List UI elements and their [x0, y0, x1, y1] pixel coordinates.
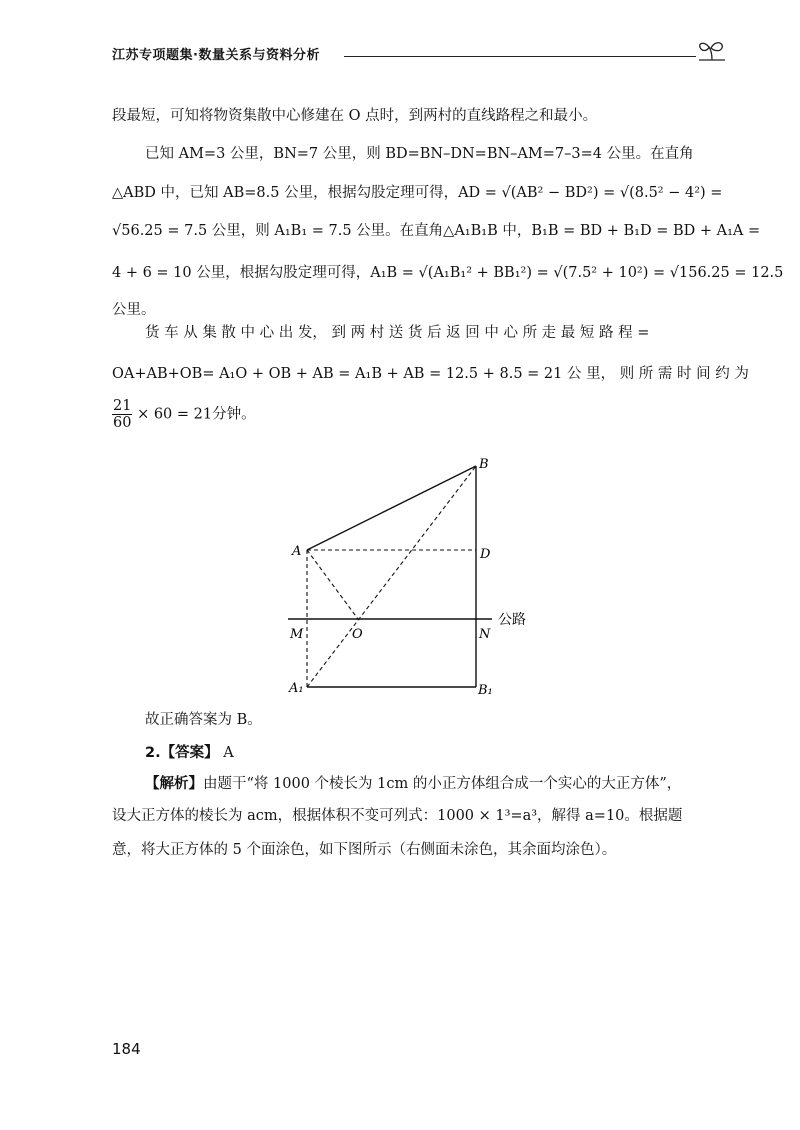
- paragraph-line-3: △ABD 中，已知 AB=8.5 公里，根据勾股定理可得，AD = √(AB² − BD²) = √(8.5² − 4²) =: [112, 185, 723, 201]
- header-title: 江苏专项题集·数量关系与资料分析: [112, 48, 320, 63]
- label-o: O: [352, 627, 363, 642]
- header-rule: [344, 56, 696, 57]
- answer-value: A: [223, 745, 234, 761]
- running-header: [112, 38, 722, 78]
- analysis-text-1: 由题干“将 1000 个棱长为 1cm 的小正方体组合成一个实心的大正方体”，: [203, 776, 682, 792]
- fraction-numerator: 21: [113, 398, 132, 414]
- label-road: 公路: [498, 612, 526, 628]
- answer-label: 2.【答案】: [145, 745, 219, 761]
- label-a: A: [292, 544, 302, 559]
- page-number: 184: [112, 1040, 141, 1058]
- paragraph-line-5: 4 + 6 = 10 公里，根据勾股定理可得，A₁B = √(A₁B₁² + BB₁²) = √(7.5² + 10²) = √156.25 = 12.5: [112, 265, 784, 281]
- paragraph-line-7: 货 车 从 集 散 中 心 出 发， 到 两 村 送 货 后 返 回 中 心 所 走 最 短 路 程 =: [145, 325, 650, 341]
- sprout-icon: [695, 38, 729, 68]
- paragraph-line-1: 段最短，可知将物资集散中心修建在 O 点时，到两村的直线路程之和最小。: [112, 108, 598, 124]
- geometry-diagram: [280, 452, 540, 702]
- label-b1: B₁: [478, 683, 493, 698]
- label-b: B: [479, 457, 489, 472]
- segment-ab: [307, 466, 476, 550]
- time-formula-rest: × 60 = 21分钟。: [137, 406, 256, 423]
- paragraph-line-2: 已知 AM=3 公里，BN=7 公里，则 BD=BN–DN=BN–AM=7–3=4 公里。在直角: [145, 146, 694, 162]
- segment-ao: [307, 550, 358, 619]
- question-2-answer: [145, 743, 234, 763]
- analysis-line-2: 设大正方体的棱长为 acm，根据体积不变可列式：1000 × 1³=a³，解得 a=10。根据题: [112, 808, 683, 824]
- analysis-label: 【解析】: [145, 776, 203, 792]
- paragraph-line-6: 公里。: [112, 302, 156, 318]
- label-a1: A₁: [289, 681, 304, 696]
- time-formula: [112, 398, 256, 431]
- time-fraction: [112, 398, 132, 431]
- segment-a1b: [307, 466, 476, 687]
- paragraph-line-4: √56.25 = 7.5 公里，则 A₁B₁ = 7.5 公里。在直角△A₁B₁B 中，B₁B = BD + B₁D = BD + A₁A =: [112, 223, 761, 239]
- label-m: M: [290, 627, 304, 642]
- analysis-line-3: 意，将大正方体的 5 个面涂色，如下图所示（右侧面未涂色，其余面均涂色）。: [112, 842, 617, 858]
- fraction-denominator: 60: [113, 415, 132, 431]
- paragraph-line-8: OA+AB+OB= A₁O + OB + AB = A₁B + AB = 12.5 + 8.5 = 21 公 里， 则 所 需 时 间 约 为: [112, 366, 749, 382]
- label-d: D: [480, 547, 491, 562]
- conclusion: 故正确答案为 B。: [145, 712, 262, 728]
- label-n: N: [479, 627, 491, 642]
- analysis-line-1: [145, 774, 681, 794]
